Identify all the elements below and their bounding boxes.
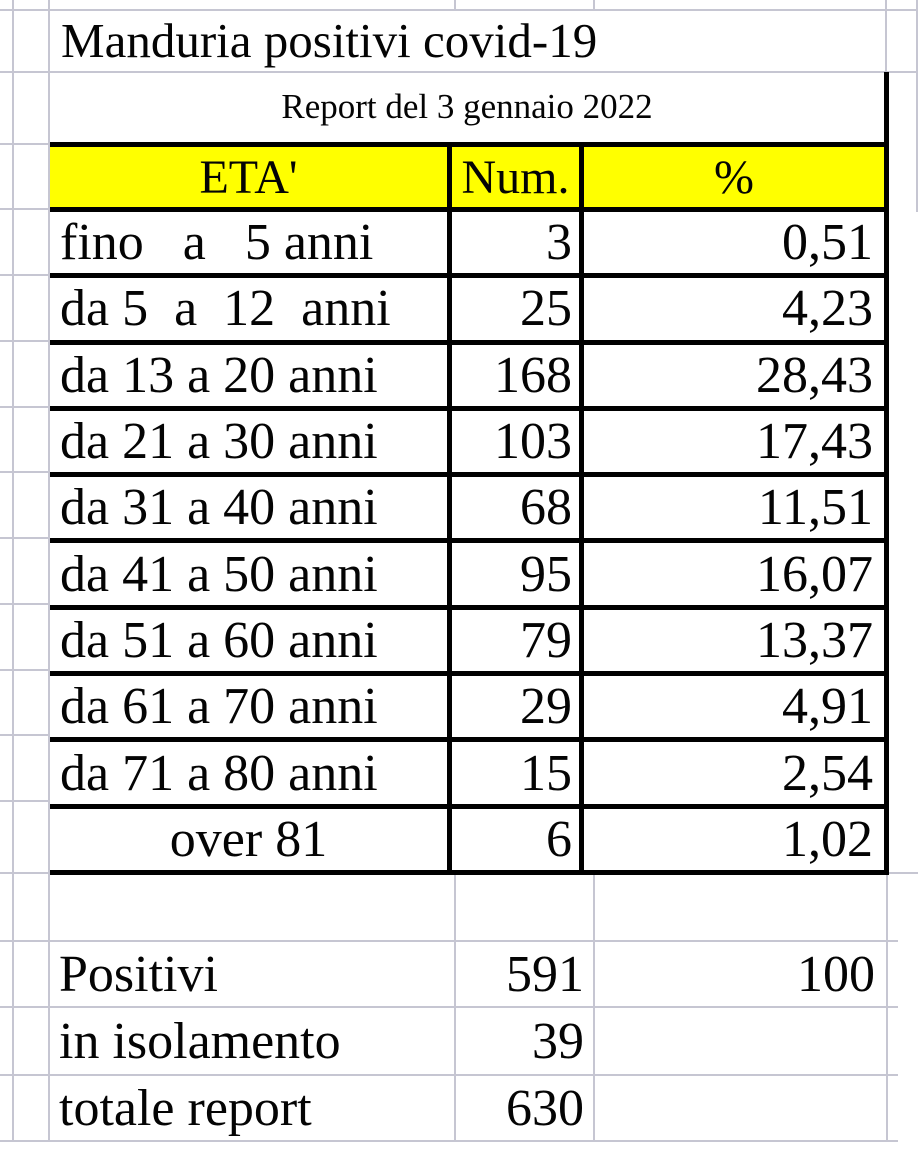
- table-row: [50, 742, 884, 808]
- summary-label[interactable]: Positivi: [59, 945, 218, 1003]
- summary-row-isolamento: [50, 1007, 886, 1075]
- gridline: [454, 0, 456, 9]
- summary-pct[interactable]: 100: [797, 945, 875, 1003]
- num-cell[interactable]: 95: [452, 543, 584, 604]
- header-pct-cell[interactable]: %: [714, 150, 754, 204]
- pct-cell[interactable]: 4,91: [782, 678, 873, 736]
- table-row: [50, 411, 884, 477]
- pct-cell[interactable]: 13,37: [756, 611, 873, 669]
- num-cell[interactable]: 79: [452, 610, 584, 671]
- summary-label[interactable]: in isolamento: [59, 1012, 341, 1070]
- summary-pct[interactable]: [594, 1007, 886, 1075]
- num-cell[interactable]: 103: [452, 411, 584, 472]
- gridline: [0, 734, 50, 736]
- age-cell[interactable]: da 71 a 80 anni: [50, 742, 452, 803]
- report-title-cell[interactable]: Manduria positivi covid-19: [61, 13, 598, 68]
- summary-num[interactable]: 591: [506, 945, 584, 1003]
- num-cell[interactable]: 25: [452, 278, 584, 339]
- gridline: [886, 875, 888, 1142]
- gridline: [0, 406, 50, 408]
- table-row: [50, 676, 884, 742]
- table-row: [50, 543, 884, 609]
- pct-cell[interactable]: 17,43: [756, 413, 873, 471]
- report-date-cell[interactable]: Report del 3 gennaio 2022: [50, 72, 889, 142]
- gridline: [0, 208, 50, 210]
- age-cell[interactable]: da 51 a 60 anni: [50, 610, 452, 671]
- gridline: [0, 872, 50, 874]
- pct-cell[interactable]: 1,02: [782, 810, 873, 868]
- table-row: [50, 610, 884, 676]
- age-cell[interactable]: da 5 a 12 anni: [50, 278, 452, 339]
- table-row: [50, 345, 884, 411]
- table-row: [50, 212, 884, 278]
- num-cell[interactable]: 15: [452, 742, 584, 803]
- age-cell[interactable]: da 13 a 20 anni: [50, 345, 452, 406]
- age-cell[interactable]: da 41 a 50 anni: [50, 543, 452, 604]
- age-cell[interactable]: da 31 a 40 anni: [50, 477, 452, 538]
- table-row: [50, 809, 884, 870]
- gridline: [0, 471, 50, 473]
- table-row: [50, 278, 884, 344]
- gridline: [0, 669, 50, 671]
- age-cell[interactable]: da 21 a 30 anni: [50, 411, 452, 472]
- num-cell[interactable]: 68: [452, 477, 584, 538]
- summary-pct[interactable]: [594, 1075, 886, 1141]
- num-cell[interactable]: 6: [452, 809, 584, 870]
- age-cell[interactable]: da 61 a 70 anni: [50, 676, 452, 737]
- pct-cell[interactable]: 28,43: [756, 346, 873, 404]
- summary-label[interactable]: totale report: [59, 1079, 312, 1137]
- age-table: [50, 142, 889, 875]
- pct-cell[interactable]: 2,54: [782, 744, 873, 802]
- gridline: [0, 603, 50, 605]
- summary-row-positivi: [50, 941, 886, 1007]
- header-num-cell[interactable]: Num.: [452, 147, 584, 207]
- num-cell[interactable]: 29: [452, 676, 584, 737]
- gridline: [0, 143, 50, 145]
- pct-cell[interactable]: 0,51: [782, 214, 873, 272]
- gridline: [593, 0, 595, 9]
- age-cell[interactable]: fino a 5 anni: [50, 212, 452, 273]
- summary-num[interactable]: 630: [506, 1079, 584, 1137]
- gridline: [886, 872, 918, 874]
- table-header-row: [50, 147, 884, 212]
- pct-cell[interactable]: 11,51: [757, 479, 873, 537]
- gridline: [0, 800, 50, 802]
- gridline: [0, 274, 50, 276]
- pct-cell[interactable]: 16,07: [756, 545, 873, 603]
- summary-num[interactable]: 39: [532, 1012, 584, 1070]
- gridline: [0, 537, 50, 539]
- gridline: [0, 340, 50, 342]
- pct-cell[interactable]: 4,23: [782, 280, 873, 338]
- num-cell[interactable]: 168: [452, 345, 584, 406]
- summary-row-totale: [50, 1075, 886, 1141]
- gridline: [916, 0, 918, 212]
- age-cell[interactable]: over 81: [50, 809, 452, 870]
- table-row: [50, 477, 884, 543]
- num-cell[interactable]: 3: [452, 212, 584, 273]
- header-eta-cell[interactable]: ETA': [50, 147, 452, 207]
- gridline: [12, 0, 14, 1142]
